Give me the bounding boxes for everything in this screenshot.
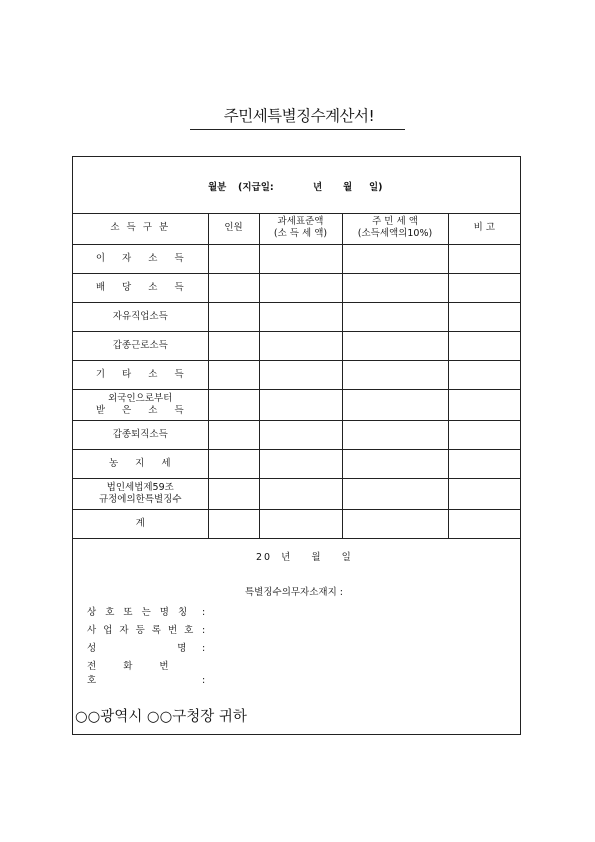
remarks-cell[interactable] xyxy=(448,478,520,509)
persons-cell[interactable] xyxy=(208,244,259,273)
header-persons: 인원 xyxy=(208,213,259,244)
income-type-label: 자유직업소득 xyxy=(112,310,168,322)
document-title-mark: ! xyxy=(368,107,375,125)
income-type-cell xyxy=(73,244,208,273)
month-row xyxy=(73,157,520,214)
resident-tax-cell[interactable] xyxy=(342,478,448,509)
issue-date-month: 월 xyxy=(311,552,323,563)
form-footer xyxy=(73,537,520,735)
issuer-address-label: 특별징수의무자소재지 : xyxy=(245,587,343,598)
table-row xyxy=(73,273,520,302)
field-company-name xyxy=(87,604,205,618)
field-phone xyxy=(87,658,206,686)
tax-base-cell[interactable] xyxy=(259,478,342,509)
pay-date-year: 년 xyxy=(313,182,323,193)
resident-tax-cell[interactable] xyxy=(342,449,448,478)
income-type-label-line2: 규정에의한특별징수 xyxy=(98,493,182,505)
income-type-label: 농 지 세 xyxy=(108,457,178,469)
table-row xyxy=(73,420,520,449)
form-frame xyxy=(72,156,521,735)
field-name xyxy=(87,640,205,654)
month-label: 월분 xyxy=(208,182,227,193)
header-resident-tax-line2: (소득세액의10%) xyxy=(357,228,433,240)
income-type-cell xyxy=(73,478,208,509)
remarks-cell[interactable] xyxy=(448,331,520,360)
persons-cell[interactable] xyxy=(208,478,259,509)
income-type-label: 배 당 소 득 xyxy=(95,281,191,293)
persons-cell[interactable] xyxy=(208,331,259,360)
header-tax-base-line1: 과세표준액 xyxy=(277,216,324,228)
field-phone-label: 전 화 번 호 xyxy=(87,661,172,686)
field-phone-colon: : xyxy=(202,675,206,686)
table-row xyxy=(73,360,520,389)
resident-tax-cell[interactable] xyxy=(342,360,448,389)
header-tax-base xyxy=(259,213,342,244)
tax-base-cell[interactable] xyxy=(259,509,342,538)
tax-base-cell[interactable] xyxy=(259,302,342,331)
resident-tax-cell[interactable] xyxy=(342,331,448,360)
issue-date-day: 일 xyxy=(341,552,353,563)
resident-tax-cell[interactable] xyxy=(342,509,448,538)
income-type-cell xyxy=(73,331,208,360)
table-row xyxy=(73,509,520,538)
table-row xyxy=(73,331,520,360)
remarks-cell[interactable] xyxy=(448,449,520,478)
resident-tax-cell[interactable] xyxy=(342,420,448,449)
remarks-cell[interactable] xyxy=(448,273,520,302)
document-title xyxy=(194,104,404,126)
tax-base-cell[interactable] xyxy=(259,449,342,478)
title-underline xyxy=(190,129,405,130)
field-name-label: 성 명 xyxy=(87,643,190,654)
remarks-cell[interactable] xyxy=(448,360,520,389)
table-header-row xyxy=(73,213,520,244)
pay-date-month: 월 xyxy=(343,182,353,193)
header-income-type: 소 득 구 분 xyxy=(73,213,208,244)
resident-tax-cell[interactable] xyxy=(342,244,448,273)
header-tax-base-line2: (소 득 세 액) xyxy=(273,228,328,240)
persons-cell[interactable] xyxy=(208,273,259,302)
field-name-colon: : xyxy=(202,643,206,654)
table-row xyxy=(73,244,520,273)
document-title-text: 주민세특별징수계산서 xyxy=(223,107,369,125)
persons-cell[interactable] xyxy=(208,449,259,478)
income-type-label: 계 xyxy=(135,517,145,529)
persons-cell[interactable] xyxy=(208,302,259,331)
income-type-cell xyxy=(73,449,208,478)
resident-tax-cell[interactable] xyxy=(342,273,448,302)
income-type-label: 갑종퇴직소득 xyxy=(112,428,168,440)
remarks-cell[interactable] xyxy=(448,420,520,449)
persons-cell[interactable] xyxy=(208,420,259,449)
income-type-cell xyxy=(73,360,208,389)
tax-base-cell[interactable] xyxy=(259,360,342,389)
issue-date xyxy=(256,549,353,563)
tax-table xyxy=(73,213,520,539)
income-type-label: 기 타 소 득 xyxy=(95,368,191,380)
income-type-label: 이 자 소 득 xyxy=(95,252,191,264)
header-resident-tax-line1: 주 민 세 액 xyxy=(372,216,418,228)
persons-cell[interactable] xyxy=(208,509,259,538)
income-type-cell xyxy=(73,509,208,538)
persons-cell[interactable] xyxy=(208,389,259,420)
income-type-cell xyxy=(73,302,208,331)
field-company-name-label: 상 호 또 는 명 칭 xyxy=(87,607,191,618)
table-row xyxy=(73,478,520,509)
persons-cell[interactable] xyxy=(208,360,259,389)
tax-base-cell[interactable] xyxy=(259,420,342,449)
income-type-label-line2: 받 은 소 득 xyxy=(95,404,191,416)
pay-date-label: (지급일: xyxy=(238,182,274,193)
income-type-cell xyxy=(73,420,208,449)
income-type-label: 법인세법제59조 xyxy=(106,481,174,493)
field-business-number-colon: : xyxy=(202,625,206,636)
income-type-cell xyxy=(73,273,208,302)
field-business-number xyxy=(87,622,205,636)
income-type-cell xyxy=(73,389,208,420)
table-row xyxy=(73,389,520,420)
remarks-cell[interactable] xyxy=(448,302,520,331)
tax-base-cell[interactable] xyxy=(259,273,342,302)
field-business-number-label: 사 업 자 등 록 번 호 xyxy=(87,625,196,636)
income-type-label: 외국인으로부터 xyxy=(108,392,173,404)
pay-date-day: 일) xyxy=(369,182,383,193)
tax-base-cell[interactable] xyxy=(259,389,342,420)
header-remarks: 비 고 xyxy=(448,213,520,244)
issue-date-prefix: 20 xyxy=(256,552,273,563)
remarks-cell[interactable] xyxy=(448,389,520,420)
addressee: ○○광역시 ○○구청장 귀하 xyxy=(75,709,247,725)
tax-base-cell[interactable] xyxy=(259,331,342,360)
remarks-cell[interactable] xyxy=(448,244,520,273)
field-company-name-colon: : xyxy=(202,607,206,618)
table-row xyxy=(73,449,520,478)
issue-date-year: 년 xyxy=(281,552,293,563)
resident-tax-cell[interactable] xyxy=(342,302,448,331)
income-type-label: 갑종근로소득 xyxy=(112,339,168,351)
table-row xyxy=(73,302,520,331)
header-resident-tax xyxy=(342,213,448,244)
tax-base-cell[interactable] xyxy=(259,244,342,273)
resident-tax-cell[interactable] xyxy=(342,389,448,420)
remarks-cell[interactable] xyxy=(448,509,520,538)
